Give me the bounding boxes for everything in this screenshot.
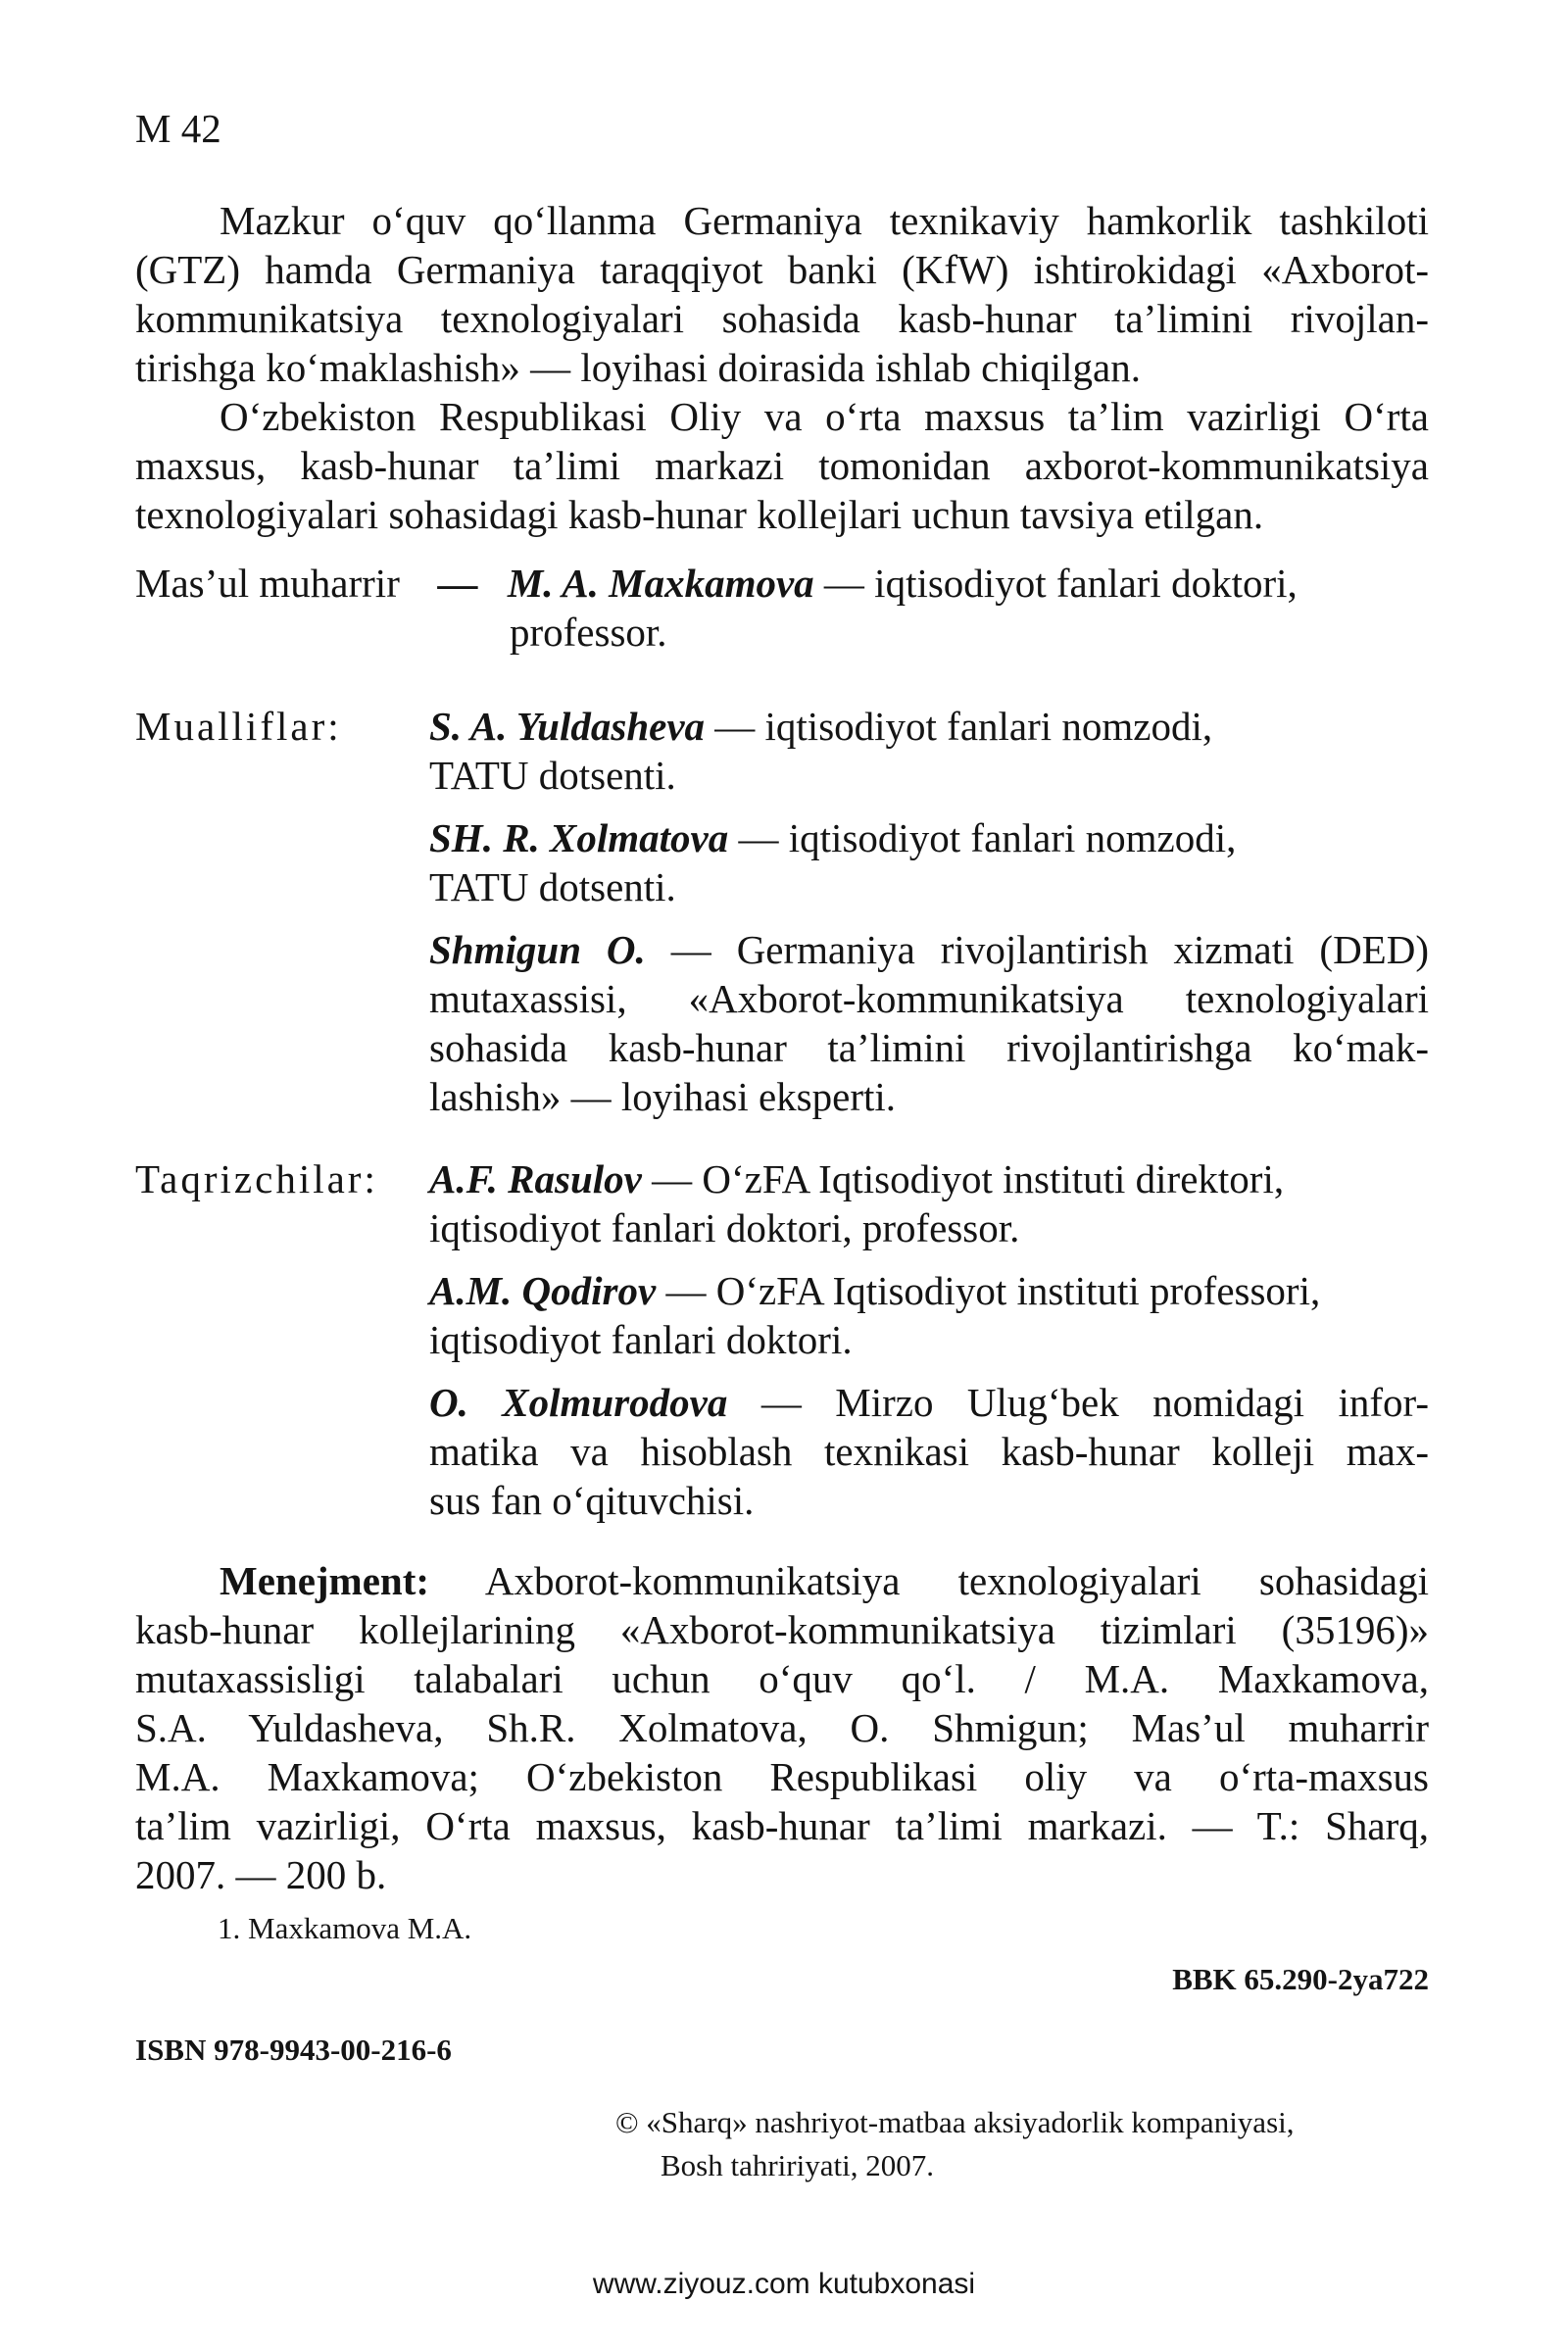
bibliographic-summary [135, 1556, 1429, 1899]
author-desc: lashish» — loyihasi eksperti. [429, 1074, 897, 1119]
summary-text: kasb-hunar kollejlarining «Axborot-kommunikatsiya tizimlari (35196)» [135, 1607, 1429, 1652]
author-desc: TATU dotsenti. [429, 753, 676, 798]
editor-desc: — iqtisodiyot fanlari doktori, [823, 561, 1298, 606]
copyright [615, 2101, 1295, 2187]
text-line: Mazkur o‘quv qo‘llanma Germaniya texnikaviy hamkorlik tashkiloti [220, 198, 1429, 243]
summary-text: 2007. — 200 b. [135, 1852, 387, 1897]
summary-text: mutaxassisligi talabalari uchun o‘quv qo‘l. / M.A. Maxkamova, [135, 1656, 1429, 1701]
reviewer-desc: iqtisodiyot fanlari doktori. [429, 1317, 853, 1362]
page-code: M 42 [135, 106, 221, 151]
summary-heading: Menejment: [220, 1558, 430, 1603]
isbn: ISBN 978-9943-00-216-6 [135, 2033, 452, 2067]
reviewer-entry [429, 1378, 1429, 1525]
copyright-line: © «Sharq» nashriyot-matbaa aksiyadorlik kompaniyasi, [615, 2105, 1295, 2139]
bbk-code: BBK 65.290-2ya722 [1172, 1962, 1429, 1996]
author-entry [429, 702, 1429, 800]
author-desc: mutaxassisi, «Axborot-kommunikatsiya texnologiyalari [429, 976, 1429, 1021]
editor-dash: — [437, 561, 478, 606]
summary-text: M.A. Maxkamova; O‘zbekiston Respublikasi oliy va o‘rta-maxsus [135, 1754, 1429, 1799]
author-entry [429, 813, 1429, 911]
text-line: (GTZ) hamda Germaniya taraqqiyot banki (KfW) ishtirokidagi «Axborot- [135, 247, 1429, 292]
editor-desc-line2: professor. [510, 610, 667, 655]
index-entry: 1. Maxkamova M.A. [218, 1911, 472, 1945]
reviewers-list [429, 1154, 1429, 1525]
reviewer-desc: — Mirzo Ulug‘bek nomidagi infor- [760, 1380, 1430, 1425]
author-desc: sohasida kasb-hunar ta’limini rivojlantirishga ko‘mak- [429, 1025, 1429, 1070]
intro-paragraph-1 [135, 196, 1429, 392]
reviewer-name: A.M. Qodirov [429, 1268, 657, 1313]
text-line: maxsus, kasb-hunar ta’limi markazi tomonidan axborot-kommunikatsiya [135, 443, 1429, 488]
author-desc: TATU dotsenti. [429, 864, 676, 909]
text-line: tirishga ko‘maklashish» — loyihasi doirasida ishlab chiqilgan. [135, 345, 1141, 390]
reviewer-entry [429, 1154, 1429, 1252]
reviewer-name: O. Xolmurodova [429, 1380, 728, 1425]
reviewer-desc: — O‘zFA Iqtisodiyot instituti direktori, [652, 1156, 1285, 1201]
editor-name: M. A. Maxkamova [507, 561, 814, 606]
summary-text: ta’lim vazirligi, O‘rta maxsus, kasb-hunar ta’limi markazi. — T.: Sharq, [135, 1803, 1429, 1848]
author-desc: — iqtisodiyot fanlari nomzodi, [714, 704, 1213, 749]
author-name: SH. R. Xolmatova [429, 815, 729, 860]
summary-text: Axborot-kommunikatsiya texnologiyalari sohasidagi [484, 1558, 1429, 1603]
reviewer-desc: sus fan o‘qituvchisi. [429, 1478, 755, 1523]
summary-text: S.A. Yuldasheva, Sh.R. Xolmatova, O. Shmigun; Mas’ul muharrir [135, 1705, 1429, 1750]
author-name: Shmigun O. [429, 927, 646, 972]
authors-list [429, 702, 1429, 1121]
text-line: kommunikatsiya texnologiyalari sohasida kasb-hunar ta’limini rivojlan- [135, 296, 1429, 341]
reviewer-name: A.F. Rasulov [429, 1156, 642, 1201]
copyright-line: Bosh tahririyati, 2007. [661, 2148, 934, 2182]
intro-paragraph-2 [135, 392, 1429, 539]
reviewers-label: Taqrizchilar: [135, 1156, 378, 1201]
author-desc: — iqtisodiyot fanlari nomzodi, [738, 815, 1237, 860]
text-line: O‘zbekiston Respublikasi Oliy va o‘rta maxsus ta’lim vazirligi O‘rta [220, 394, 1429, 439]
text-line: texnologiyalari sohasidagi kasb-hunar kollejlari uchun tavsiya etilgan. [135, 492, 1264, 537]
author-desc: — Germaniya rivojlantirish xizmati (DED) [670, 927, 1429, 972]
authors-label: Mualliflar: [135, 704, 342, 749]
reviewer-desc: — O‘zFA Iqtisodiyot instituti professori, [665, 1268, 1321, 1313]
reviewer-desc: matika va hisoblash texnikasi kasb-hunar kolleji max- [429, 1429, 1429, 1474]
reviewer-entry [429, 1266, 1429, 1364]
author-entry [429, 925, 1429, 1121]
author-name: S. A. Yuldasheva [429, 704, 706, 749]
reviewer-desc: iqtisodiyot fanlari doktori, professor. [429, 1205, 1020, 1250]
editor-label: Mas’ul muharrir [135, 561, 400, 606]
footer-watermark: www.ziyouz.com kutubxonasi [592, 2268, 976, 2300]
editor-line [135, 559, 1298, 608]
